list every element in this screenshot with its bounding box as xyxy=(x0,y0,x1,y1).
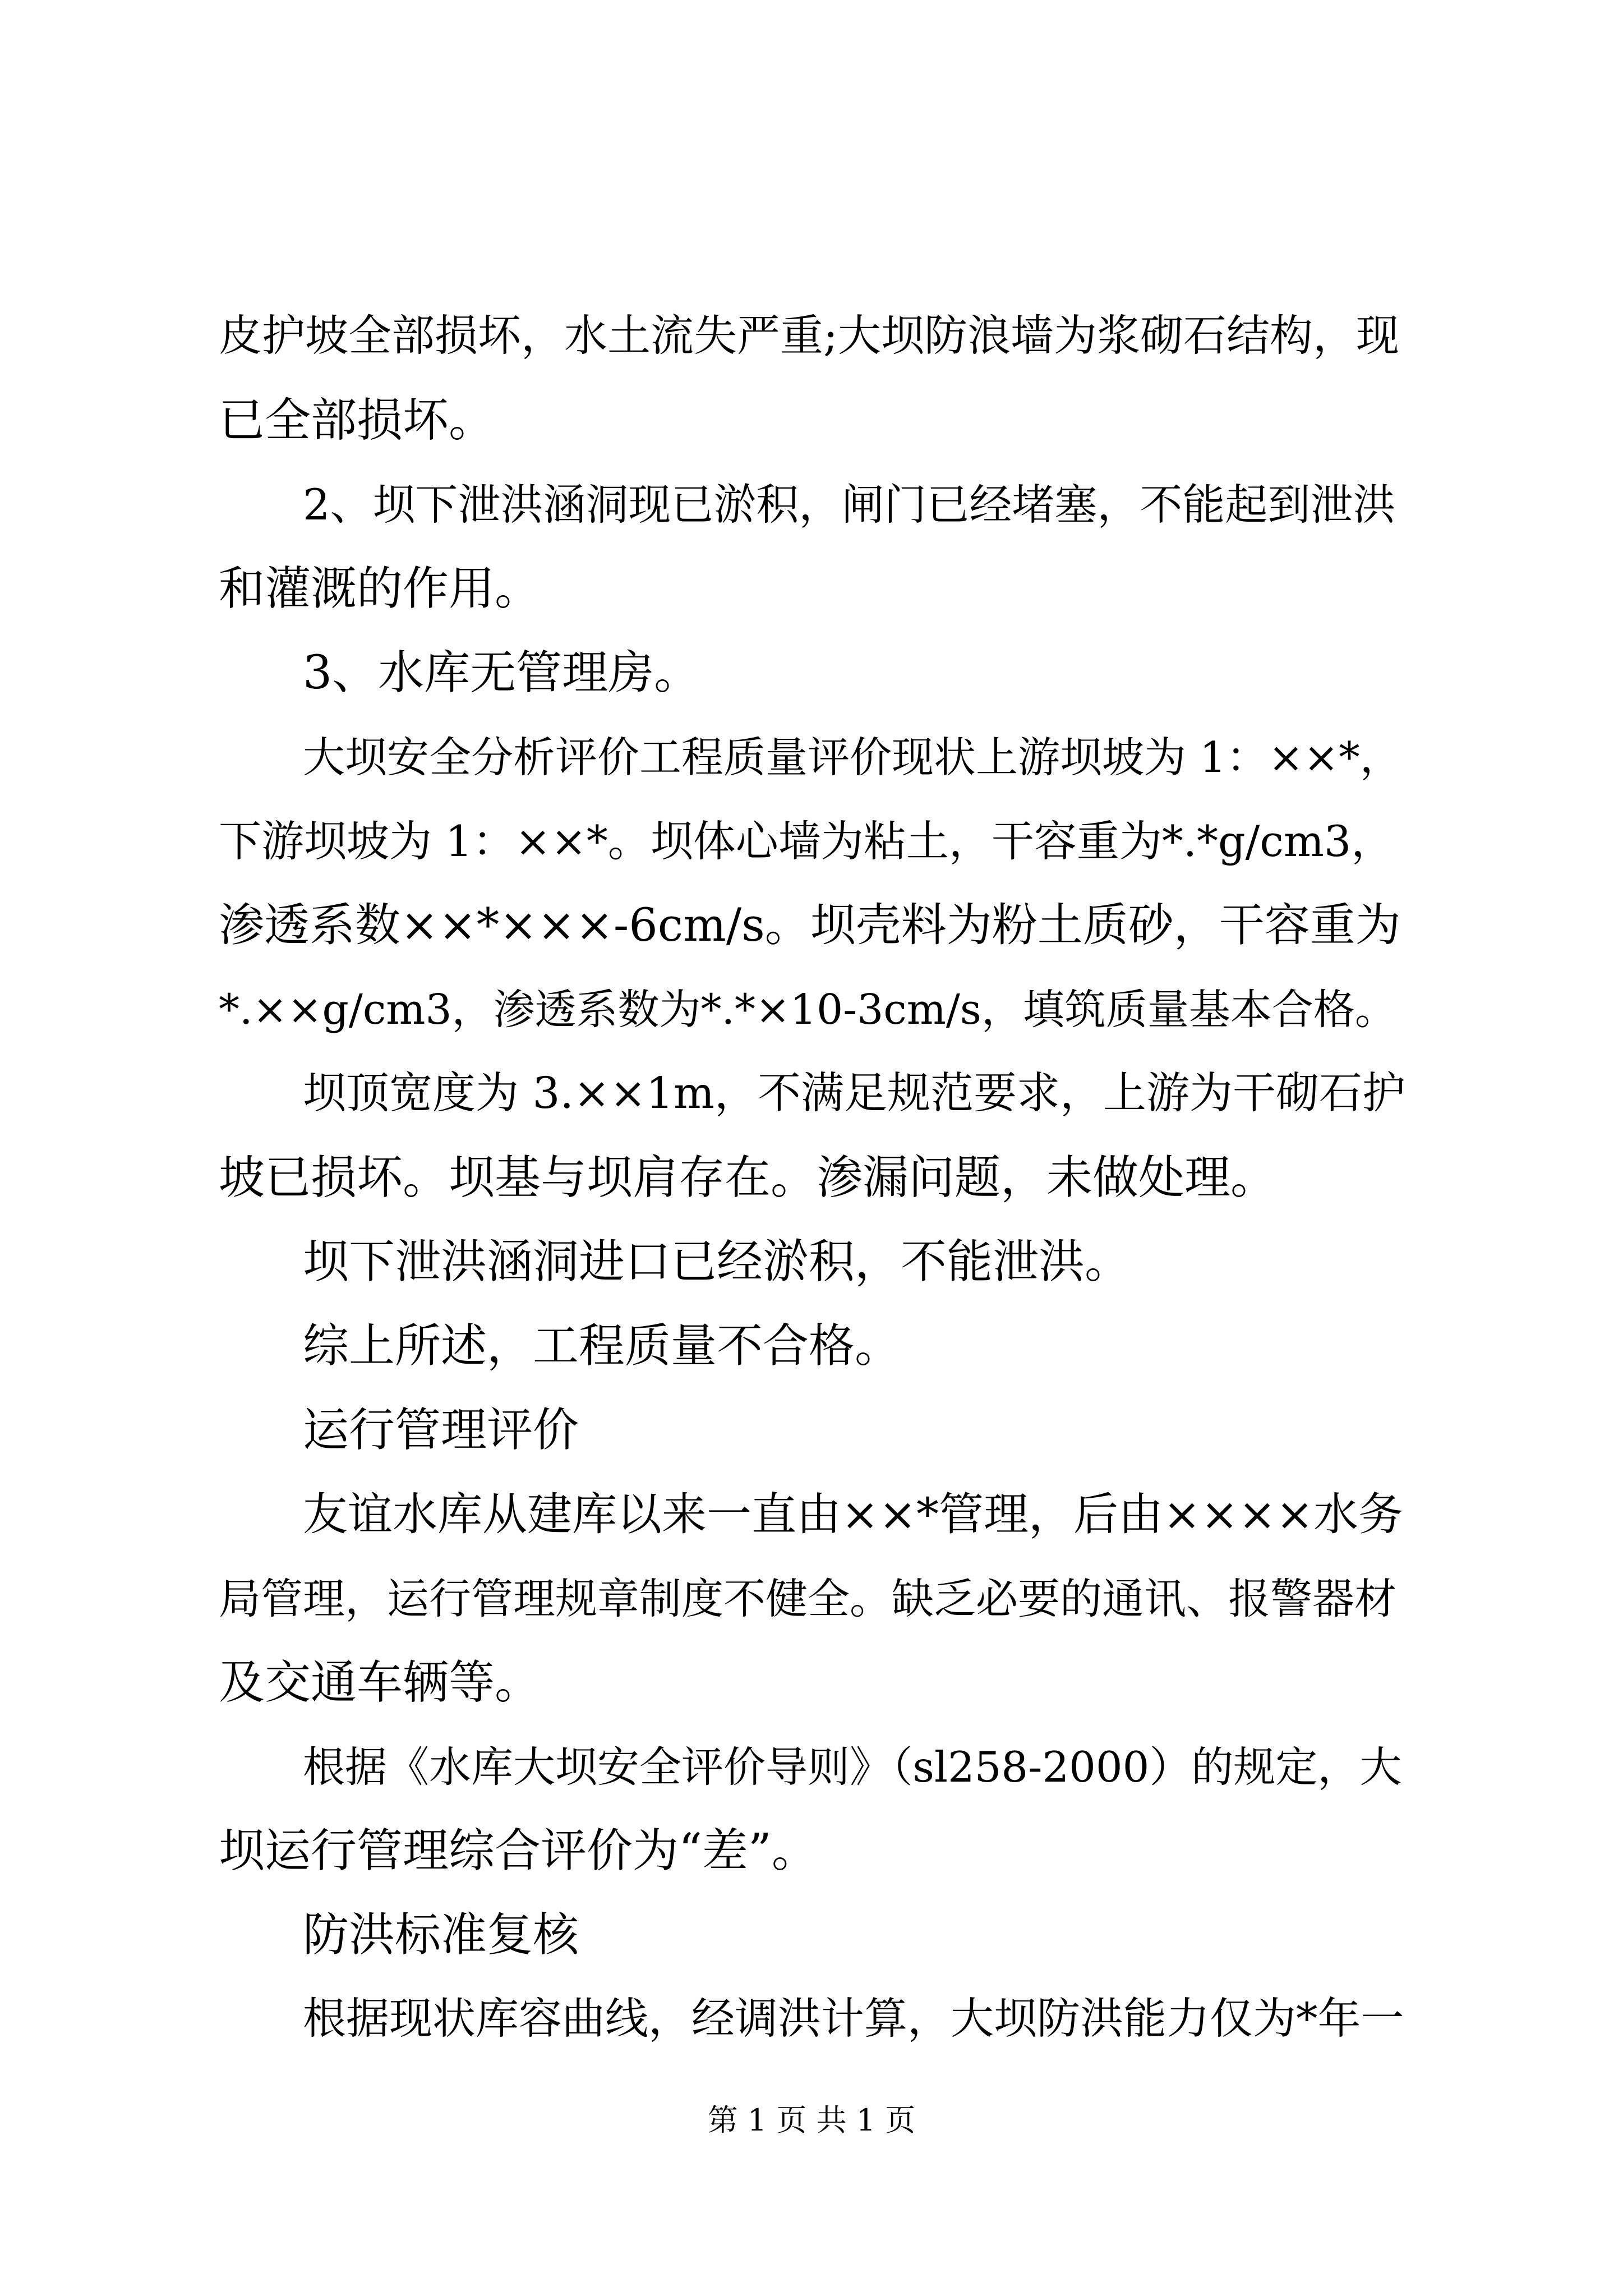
text-line: 根据现状库容曲线，经调洪计算，大坝防洪能力仅为*年一 xyxy=(303,1994,1404,2044)
page-footer: 第 1 页 共 1 页 xyxy=(707,2102,916,2138)
text-line: 已全部损坏。 xyxy=(219,394,495,447)
text-line: *.××g/cm3，渗透系数为*.*×10-3cm/s，填筑质量基本合格。 xyxy=(219,986,1396,1034)
section-heading: 运行管理评价 xyxy=(303,1404,579,1457)
text-line: 3、水库无管理房。 xyxy=(303,646,700,700)
text-line: 友谊水库从建库以来一直由××*管理，后由××××水务 xyxy=(303,1488,1404,1540)
text-line: 及交通车辆等。 xyxy=(219,1656,541,1709)
text-line: 下游坝坡为 1：××*。坝体心墙为粘土，干容重为*.*g/cm3， xyxy=(219,816,1394,866)
section-heading: 防洪标准复核 xyxy=(303,1908,579,1962)
text-line: 根据《水库大坝安全评价导则》（sl258-2000）的规定，大 xyxy=(303,1742,1402,1792)
text-line: 坝下泄洪涵洞进口已经淤积，不能泄洪。 xyxy=(303,1235,1131,1289)
text-line: 坡已损坏。坝基与坝肩存在。渗漏问题，未做处理。 xyxy=(219,1151,1277,1204)
text-line: 大坝安全分析评价工程质量评价现状上游坝坡为 1：××*， xyxy=(303,733,1402,782)
text-line: 坝顶宽度为 3.××1m，不满足规范要求，上游为干砌石护 xyxy=(303,1069,1405,1119)
text-line: 2、坝下泄洪涵洞现已淤积，闸门已经堵塞，不能起到泄洪 xyxy=(303,480,1396,530)
text-line: 渗透系数××*×××-6cm/s。坝壳料为粉土质砂，干容重为 xyxy=(219,899,1401,952)
text-line: 坝运行管理综合评价为“差”。 xyxy=(219,1824,818,1878)
text-line: 综上所述，工程质量不合格。 xyxy=(303,1319,901,1373)
text-line: 皮护坡全部损坏，水土流失严重;大坝防浪墙为浆砌石结构，现 xyxy=(219,311,1399,361)
text-line: 和灌溉的作用。 xyxy=(219,562,541,615)
text-line: 局管理，运行管理规章制度不健全。缺乏必要的通讯、报警器材 xyxy=(219,1574,1397,1623)
